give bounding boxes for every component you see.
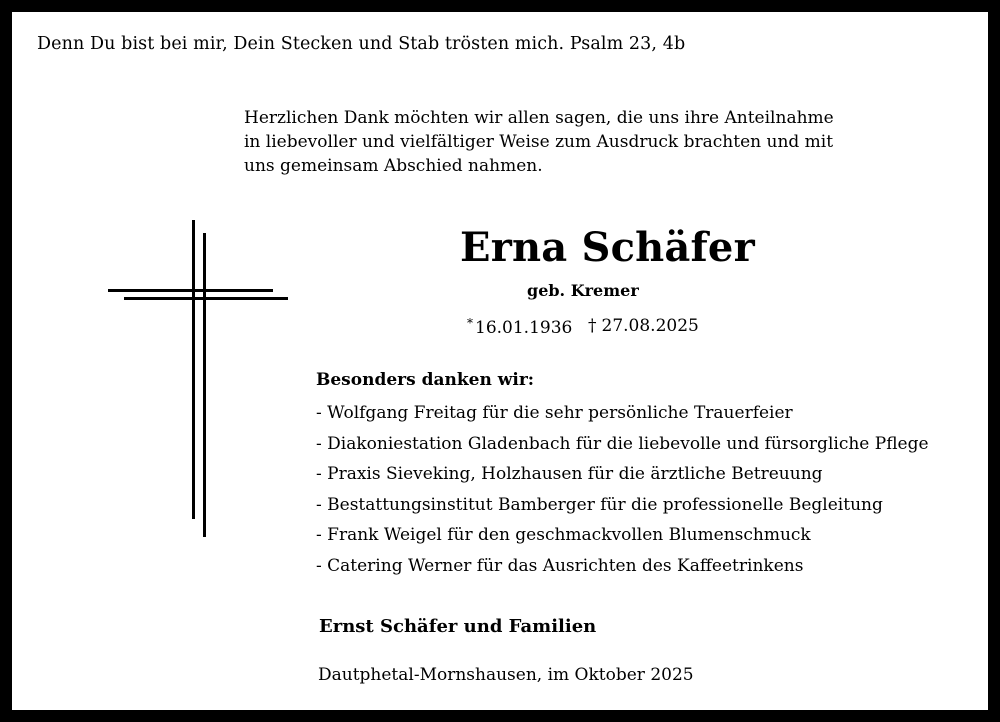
cross-vertical-bar-right [203, 233, 206, 537]
special-thanks-list [316, 398, 929, 582]
bible-verse: Denn Du bist bei mir, Dein Stecken und Stab trösten mich. Psalm 23, 4b [37, 34, 686, 54]
list-item: - Catering Werner für das Ausrichten des Kaffeetrinkens [316, 555, 804, 576]
obituary-notice [12, 12, 988, 710]
list-item: - Bestattungsinstitut Bamberger für die professionelle Begleitung [316, 494, 883, 515]
list-item: - Frank Weigel für den geschmackvollen Blumenschmuck [316, 525, 811, 546]
list-item: - Praxis Sieveking, Holzhausen für die ärztliche Betreuung [316, 464, 823, 485]
special-thanks-heading: Besonders danken wir: [316, 370, 535, 390]
death-date-line [588, 316, 699, 336]
place-date: Dautphetal-Mornshausen, im Oktober 2025 [318, 665, 694, 685]
birth-name: geb. Kremer [527, 281, 639, 300]
thanks-line: uns gemeinsam Abschied nahmen. [244, 156, 543, 176]
birth-date-line [467, 316, 572, 338]
birth-star-icon: * [467, 316, 473, 330]
cross-horizontal-bar-top [108, 289, 273, 292]
list-item: - Wolfgang Freitag für die sehr persönliche Trauerfeier [316, 403, 793, 423]
deceased-name: Erna Schäfer [460, 224, 755, 271]
signature: Ernst Schäfer und Familien [319, 616, 597, 637]
thanks-line: Herzlichen Dank möchten wir allen sagen, die uns ihre Anteilnahme [244, 108, 834, 128]
thanks-paragraph [244, 106, 834, 178]
cross-icon [12, 12, 312, 552]
death-date: 27.08.2025 [601, 316, 699, 336]
birth-date: 16.01.1936 [475, 318, 573, 338]
list-item: - Diakoniestation Gladenbach für die liebevolle und fürsorgliche Pflege [316, 433, 929, 454]
death-dagger-icon: † [588, 316, 597, 336]
cross-vertical-bar-left [192, 220, 195, 519]
thanks-line: in liebevoller und vielfältiger Weise zum Ausdruck brachten und mit [244, 132, 834, 152]
cross-horizontal-bar-bottom [124, 297, 288, 300]
